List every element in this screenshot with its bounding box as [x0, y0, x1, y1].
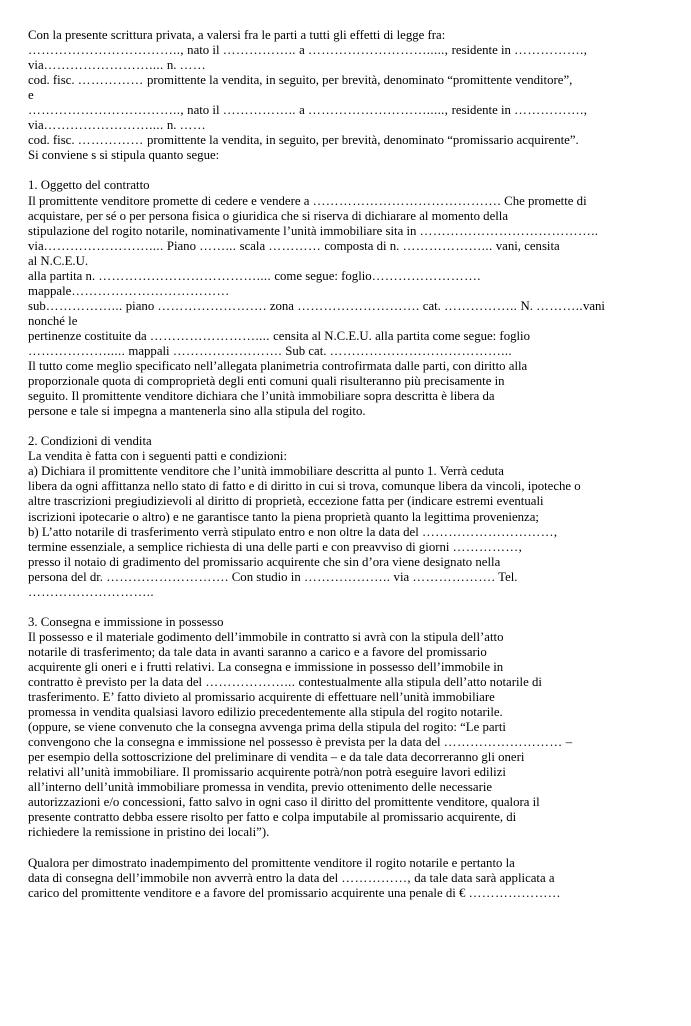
buyer-fiscalcode-blank[interactable]: ……………: [77, 133, 144, 148]
s2-via-label: via: [393, 569, 410, 584]
penalty-deadline-blank[interactable]: ……………,: [341, 870, 412, 885]
possession-date-blank[interactable]: ………………………: [443, 735, 563, 750]
seller-residence-label: residente in: [451, 43, 511, 58]
s1-mappale-label: mappale: [28, 283, 72, 298]
s4-p3-a: carico del promittente venditore e a favore del promissario acquirente una penale di €: [28, 885, 466, 900]
s1-n-label: N.: [520, 298, 533, 313]
section-1-line-9: nonché le: [28, 313, 78, 328]
seller-street-blank[interactable]: ……………………....: [43, 58, 164, 73]
section-3-line-12: autorizzazioni e/o concessioni, fatto salvo in ogni caso il diritto del promittente venditore, qualora il: [28, 795, 540, 810]
s2-b2-a: termine essenziale, a semplice richiesta di una delle parti e con preavviso di giorni: [28, 539, 450, 554]
s4-p2-b: da tale data sarà applicata a: [414, 870, 555, 885]
delivery-date-blank[interactable]: ………………...: [205, 675, 296, 690]
buyer-residence-blank[interactable]: …………….,: [514, 103, 588, 118]
seller-number-label: n.: [166, 58, 177, 73]
cadastral-mappale-blank[interactable]: ………………………………: [71, 283, 230, 298]
appurtenances-blank[interactable]: ……………………....: [149, 328, 270, 343]
property-street-blank[interactable]: ……………………....: [43, 238, 164, 253]
section-2-a-line-1: a) Dichiara il promittente venditore che l’unità immobiliare descritta al punto 1. Verrà ceduta: [28, 464, 504, 479]
s1-l1-a: Il promittente venditore promette di cedere e vendere a: [28, 193, 310, 208]
section-2-b-line-2: [28, 540, 656, 555]
section-2-heading: 2. Condizioni di vendita: [28, 434, 152, 449]
s1-zona-label: zona: [269, 298, 294, 313]
section-1-closing-3: seguito. Il promittente venditore dichiara che l’unità immobiliare sopra descritta è libera da: [28, 389, 495, 404]
seller-street-label: via: [28, 58, 44, 73]
agreement-text: Si conviene s si stipula quanto segue:: [28, 148, 220, 163]
section-1-line-11: [28, 344, 656, 359]
section-3-line-6: promessa in vendita qualsiasi lavoro edilizio precedentemente alla stipula del rogito notarile.: [28, 705, 503, 720]
cadastral-categoria-blank[interactable]: ……………..: [444, 298, 518, 313]
buyer-street-blank[interactable]: ……………………....: [43, 118, 164, 133]
section-2-b-line-5: [28, 585, 656, 600]
s2-notary-label: persona del dr.: [28, 569, 103, 584]
buyer-fiscalcode-label: cod. fisc.: [28, 133, 75, 148]
seller-address-line: [28, 58, 656, 73]
section-3-line-5: trasferimento. E’ fatto divieto al promissario acquirente di effettuare nell’unità immobiliare: [28, 690, 495, 705]
seller-fiscalcode-line: [28, 73, 656, 88]
seller-identity-line: [28, 43, 656, 58]
section-2-a-line-2: libera da ogni affittanza nello stato di fatto e di diritto in cui si trova, comunque libera da vincoli, ipoteche o: [28, 479, 581, 494]
section-3-line-3: acquirente gli oneri e i frutti relativi. La consegna e immissione in possesso dell’immobile in: [28, 659, 504, 674]
cadastral-piano-blank[interactable]: …………………….: [157, 298, 267, 313]
parties-conjunction: [28, 88, 656, 103]
cadastral-sub-blank[interactable]: ……………...: [45, 298, 123, 313]
notary-city-blank[interactable]: ………………..: [303, 569, 391, 584]
s1-l8-tail: vani: [582, 298, 605, 313]
section-1-line-1: [28, 194, 656, 209]
seller-fiscalcode-blank[interactable]: ……………: [77, 73, 144, 88]
seller-role-text: promittente la vendita, in seguito, per brevità, denominato “promittente venditore”,: [146, 73, 573, 88]
section-3-line-4: [28, 675, 656, 690]
s1-l1-b: Che promette di: [504, 193, 587, 208]
section-1-block: [28, 178, 656, 419]
seller-street-number-blank[interactable]: ……: [179, 58, 207, 73]
s1-l3-a: stipulazione del rogito notarile, nominativamente l’unità immobiliare sita in: [28, 223, 417, 238]
section-1-closing-4: persone e tale si impegna a mantenerla sino alla stipula del rogito.: [28, 404, 366, 419]
cadastral-zona-blank[interactable]: ……………………….: [297, 298, 420, 313]
document-body: [28, 28, 656, 901]
section-2-b-line-4: [28, 570, 656, 585]
buyer-born-label: nato il: [187, 103, 220, 118]
seller-birthdate-blank[interactable]: ……………..: [222, 43, 296, 58]
section-1-line-8: [28, 299, 656, 314]
s1-partita-label: alla partita n.: [28, 268, 96, 283]
s1-via-label: via: [28, 238, 44, 253]
property-stair-blank[interactable]: …………: [268, 238, 322, 253]
section-3-block: [28, 615, 656, 841]
spacer-before-section3: [28, 600, 656, 615]
buyer-street-label: via: [28, 118, 44, 133]
penalty-line-1: Qualora per dimostrato inadempimento del promittente venditore il rogito notarile e pertanto la: [28, 855, 515, 870]
s1-sub-label: sub: [28, 298, 46, 313]
s1-piano2-label: piano: [125, 298, 155, 313]
buyer-name-blank[interactable]: ……………………………..,: [28, 103, 184, 118]
section-2-b-line-3: presso il notaio di gradimento del promissario acquirente che sin d’ora viene designato nella: [28, 554, 501, 569]
seller-fiscalcode-label: cod. fisc.: [28, 73, 75, 88]
section-3-line-1: Il possesso e il materiale godimento dell’immobile in contratto si avrà con la stipula dell’atto: [28, 629, 504, 644]
section-1-line-6: [28, 269, 656, 284]
buyer-residence-label: residente in: [451, 103, 511, 118]
penalty-line-2: [28, 871, 656, 886]
agreement-line: [28, 148, 656, 163]
notary-name-blank[interactable]: ……………………….: [106, 569, 229, 584]
penalty-clause-block: [28, 856, 656, 901]
seller-born-label: nato il: [187, 43, 220, 58]
preamble-block: [28, 28, 656, 163]
section-2-b-line-1: [28, 525, 656, 540]
s3-p8-b: –: [565, 735, 573, 750]
notary-phone-blank[interactable]: ………………………..: [28, 584, 154, 599]
section-2-a-line-4: iscrizioni ipotecarie o altro) e ne garantisce tanto la piena proprietà quanto la legittima provenienza;: [28, 509, 539, 524]
penalty-amount-blank[interactable]: …………………: [468, 885, 561, 900]
section-3-line-13: presente contratto debba essere risolto per fatto e colpa imputabile al promissario acquirente, di: [28, 810, 517, 825]
buyer-number-label: n.: [166, 118, 177, 133]
seller-name-blank[interactable]: ……………………………..,: [28, 43, 184, 58]
section-2-block: [28, 434, 656, 600]
buyer-role-text: promittente la vendita, in seguito, per brevità, denominato “promissario acquirente”.: [146, 133, 579, 148]
section-3-line-7: (oppure, se viene convenuto che la consegna avvenga prima della stipula del rogito: “Le parti: [28, 720, 506, 735]
property-rooms-blank[interactable]: ………………...: [402, 238, 493, 253]
property-floor-blank[interactable]: ……...: [199, 238, 237, 253]
penalty-line-3: [28, 886, 656, 901]
deed-date-blank[interactable]: …………………………,: [421, 524, 558, 539]
buyer-born-place-label: a: [299, 103, 305, 118]
s1-composta-label: composta di n.: [324, 238, 400, 253]
s1-l4-tail: vani, censita: [495, 238, 560, 253]
buyer-birthdate-blank[interactable]: ……………..: [222, 103, 296, 118]
cadastral-partita-blank[interactable]: ………………………………....: [98, 268, 272, 283]
seller-born-place-label: a: [299, 43, 305, 58]
buyer-promise-blank[interactable]: …………………………………….: [312, 193, 501, 208]
s1-mappali-label: mappali: [128, 343, 170, 358]
preamble-intro-text: Con la presente scrittura privata, a valersi fra le parti a tutti gli effetti di legge fra:: [28, 28, 446, 42]
section-3-line-8: [28, 735, 656, 750]
seller-residence-blank[interactable]: …………….,: [514, 43, 588, 58]
section-3-heading: 3. Consegna e immissione in possesso: [28, 614, 224, 629]
section-1-line-7: [28, 284, 656, 299]
s2-tel-label: Tel.: [498, 569, 518, 584]
spacer-before-section4: [28, 841, 656, 856]
buyer-street-number-blank[interactable]: ……: [179, 118, 207, 133]
s1-pertinenze-label: pertinenze costituite da: [28, 328, 147, 343]
s1-scala-label: scala: [239, 238, 266, 253]
section-3-line-9: per esempio della sottoscrizione del preliminare di vendita – e da tale data decorreranno gli oneri: [28, 750, 525, 765]
section-1-line-5: al N.C.E.U.: [28, 253, 89, 268]
appurtenance-subcat-blank[interactable]: …………………………………...: [329, 343, 513, 358]
s1-l6-b: come segue: foglio: [274, 268, 372, 283]
section-3-line-10: relativi all’unità immobiliare. Il promissario acquirente potrà/non potrà eseguire lavori edilizi: [28, 765, 506, 780]
parties-conjunction-text: e: [28, 88, 34, 103]
buyer-address-line: [28, 118, 656, 133]
buyer-fiscalcode-line: [28, 133, 656, 148]
s3-p4-b: contestualmente alla stipula dell’atto notarile di: [298, 675, 542, 690]
cadastral-number-blank[interactable]: ………..: [536, 298, 583, 313]
s1-cat-label: cat.: [422, 298, 441, 313]
s1-subcat-label: Sub cat.: [285, 343, 327, 358]
s2-b1-a: b) L’atto notarile di trasferimento verrà stipulato entro e non oltre la data del: [28, 524, 419, 539]
notice-days-blank[interactable]: ……………,: [452, 539, 523, 554]
spacer-before-section2: [28, 419, 656, 434]
section-1-line-3: [28, 224, 656, 239]
buyer-identity-line: [28, 103, 656, 118]
section-1-closing-2: proporzionale quota di comproprietà degli enti comuni quali risulteranno più precisamente in: [28, 374, 505, 389]
spacer-before-section1: [28, 163, 656, 178]
section-2-a-line-3: altre trascrizioni pregiudizievoli al diritto di proprietà, eccezione fatta per (indicare estremi eventuali: [28, 494, 544, 509]
section-1-closing-1: Il tutto come meglio specificato nell’allegata planimetria controfirmata dalle parti, con diritto alla: [28, 359, 528, 374]
section-1-line-2: acquistare, per sé o per persona fisica o giuridica che si riserva di dichiarare al momento della: [28, 208, 509, 223]
appurtenance-mappali-blank[interactable]: …………………….: [172, 343, 283, 358]
section-3-line-11: all’interno dell’unità immobiliare promessa in vendita, previo ottenimento delle necessarie: [28, 780, 493, 795]
s4-p2-a: data di consegna dell’immobile non avverrà entro la data del: [28, 870, 339, 885]
section-3-line-2: notarile di trasferimento; da tale data in avanti saranno a carico e a favore del promissario: [28, 644, 487, 659]
seller-birthplace-blank[interactable]: ……………………….....,: [308, 43, 449, 58]
s1-piano-label: Piano: [166, 238, 196, 253]
section-1-line-10: [28, 329, 656, 344]
appurtenance-foglio-blank[interactable]: ……………….....: [28, 343, 126, 358]
buyer-birthplace-blank[interactable]: ……………………….....,: [308, 103, 449, 118]
s3-p4-a: contratto è previsto per la data del: [28, 675, 203, 690]
section-2-intro: La vendita è fatta con i seguenti patti e condizioni:: [28, 449, 288, 464]
cadastral-foglio-blank[interactable]: …………………….: [371, 268, 481, 283]
section-3-line-14: richiedere la remissione in pristino dei locali”).: [28, 825, 270, 840]
s3-p8-a: convengono che la consegna e immissione nel possesso è prevista per la data del: [28, 735, 441, 750]
section-1-line-4: [28, 239, 656, 254]
s1-l10-b: censita al N.C.E.U. alla partita come segue: foglio: [273, 328, 530, 343]
s2-studio-label: Con studio in: [231, 569, 301, 584]
notary-street-blank[interactable]: ……………….: [412, 569, 496, 584]
preamble-intro-line: [28, 28, 656, 43]
section-1-heading: 1. Oggetto del contratto: [28, 178, 150, 193]
property-location-blank[interactable]: …………………………………..: [419, 223, 599, 238]
